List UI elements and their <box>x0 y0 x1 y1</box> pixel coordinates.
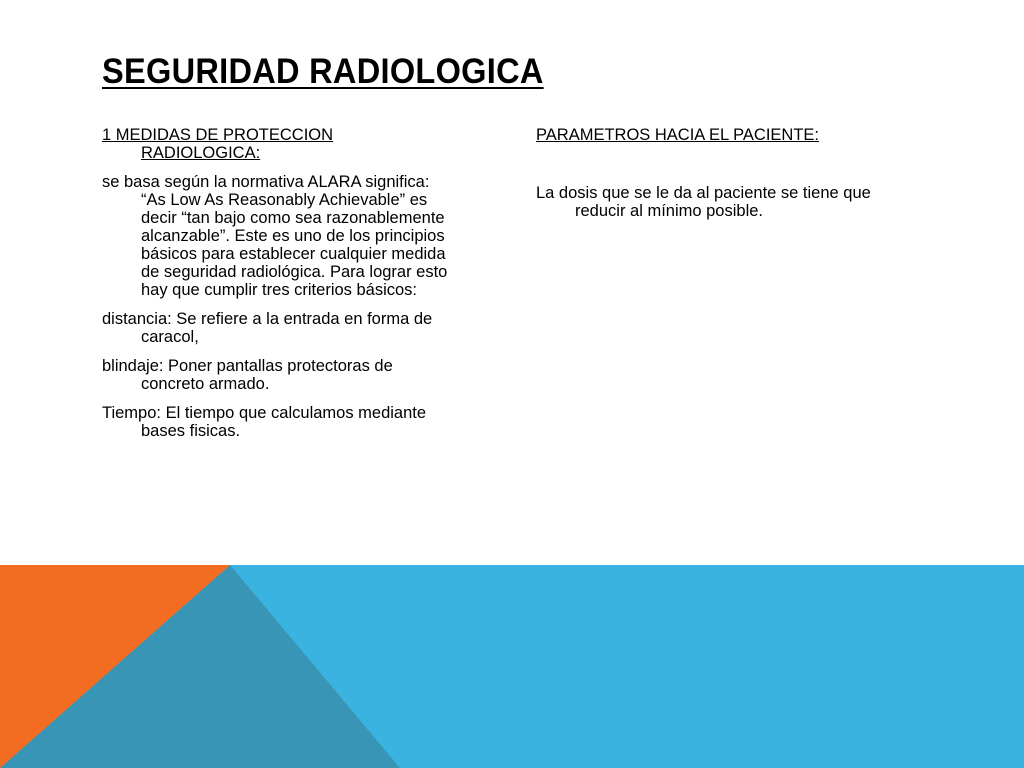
patient-dose-paragraph: La dosis que se le da al paciente se tiene que reducir al mínimo posible. <box>536 184 871 220</box>
left-column <box>102 126 452 451</box>
distance-paragraph: distancia: Se refiere a la entrada en forma de caracol, <box>102 310 433 346</box>
shielding-paragraph: blindaje: Poner pantallas protectoras de concreto armado. <box>102 357 393 393</box>
left-column-heading: 1 MEDIDAS DE PROTECCION RADIOLOGICA: <box>102 126 334 162</box>
alara-paragraph: se basa según la normativa ALARA significa: “As Low As Reasonably Achievable” es decir “tan bajo como sea razonablemente alcanzable”. Este es uno de los principios básicos para establecer cualquier medida de seguridad radiológica. Para lograr esto hay que cumplir tres criterios básicos: <box>102 173 448 299</box>
time-paragraph: Tiempo: El tiempo que calculamos mediante bases fisicas. <box>102 404 427 440</box>
slide-title: SEGURIDAD RADIOLOGICA <box>102 52 544 91</box>
right-column <box>536 126 876 231</box>
right-column-heading: PARAMETROS HACIA EL PACIENTE: <box>536 126 820 144</box>
decorative-footer <box>0 565 1024 768</box>
spacer <box>536 155 876 184</box>
